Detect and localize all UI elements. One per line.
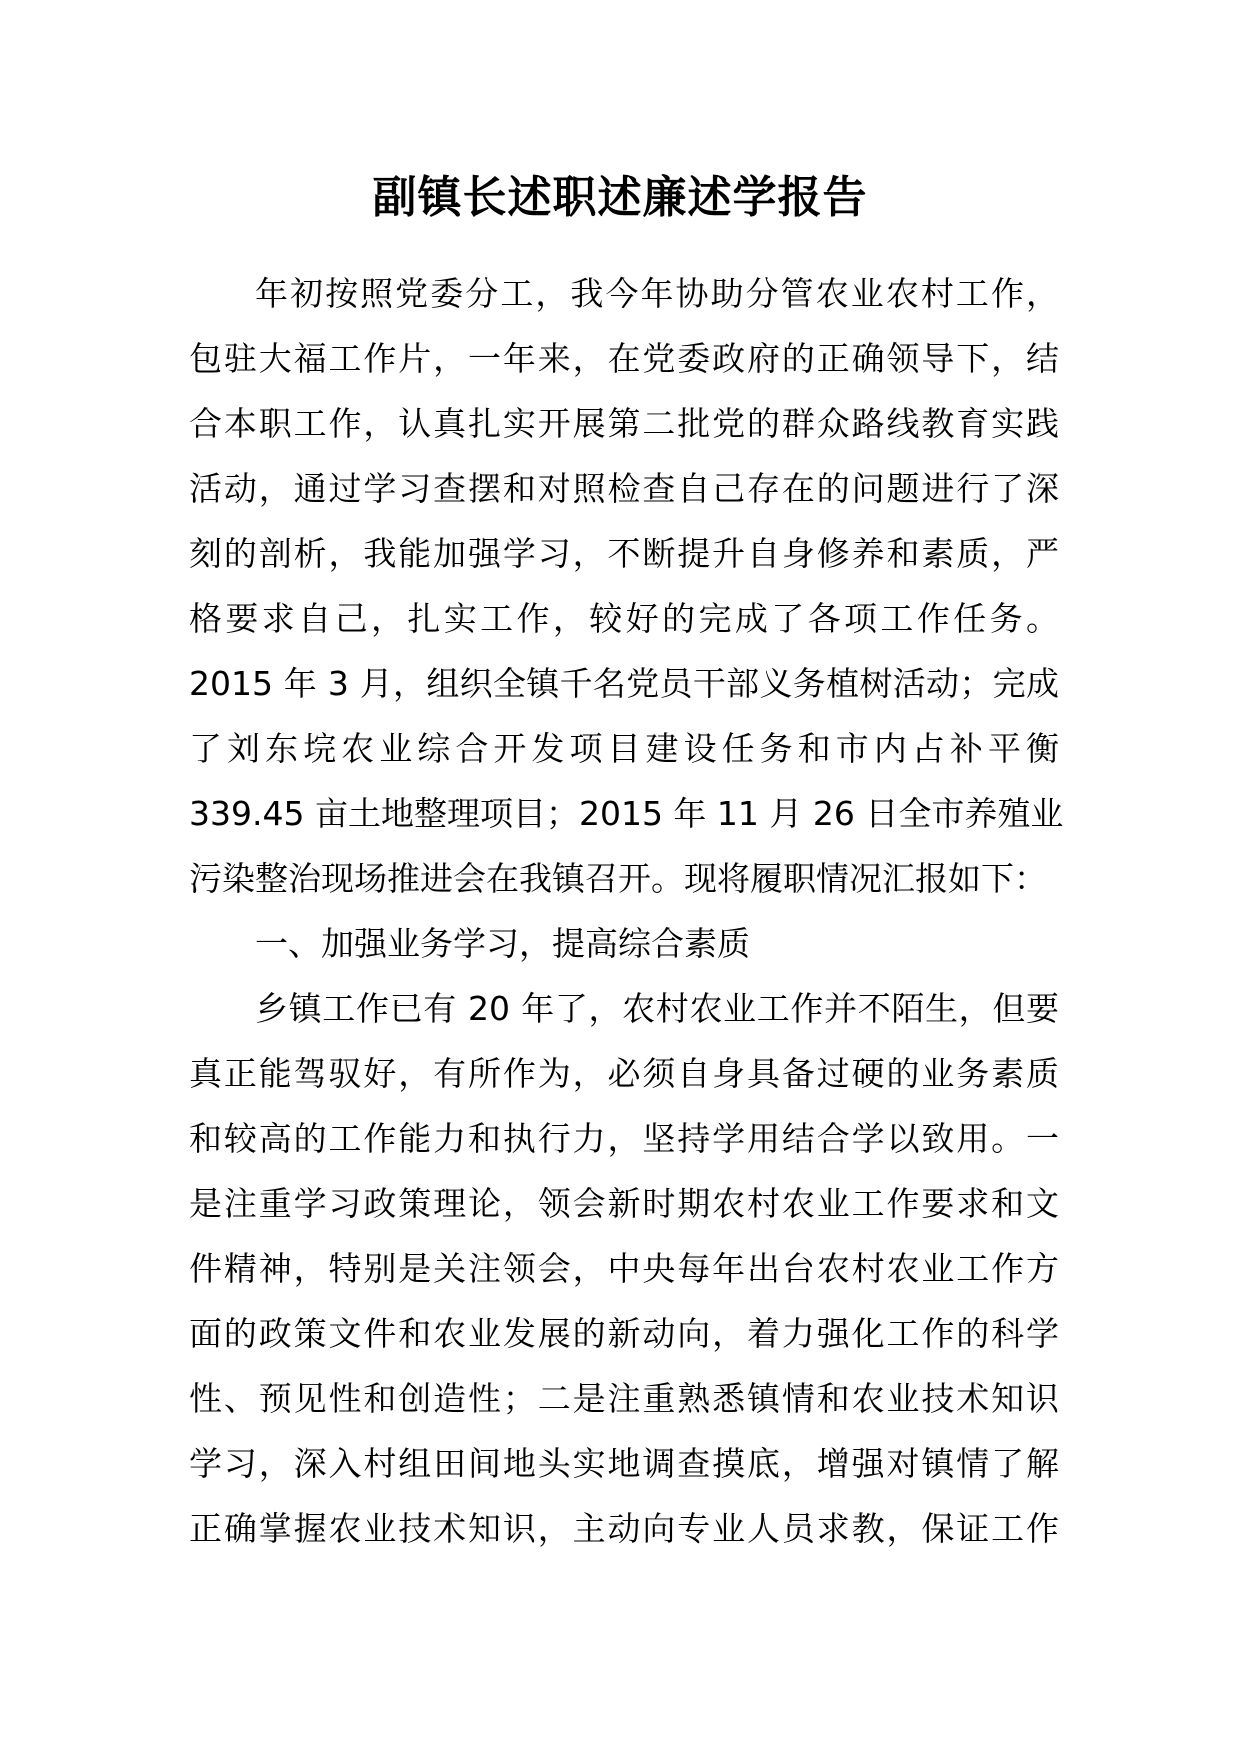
paragraph-1-line-1: 年初按照党委分工，我今年协助分管农业农村工作， (255, 274, 1059, 313)
paragraph-1-line-3: 合本职工作，认真扎实开展第二批党的群众路线教育实践 (189, 404, 1059, 443)
paragraph-1-line-8: 了刘东垸农业综合开发项目建设任务和市内占补平衡 (189, 729, 1059, 768)
paragraph-1-line-2: 包驻大福工作片，一年来，在党委政府的正确领导下，结 (189, 339, 1059, 378)
paragraph-2-line-3: 和较高的工作能力和执行力，坚持学用结合学以致用。一 (189, 1119, 1059, 1158)
paragraph-2-line-8: 学习，深入村组田间地头实地调查摸底，增强对镇情了解 (189, 1444, 1059, 1483)
paragraph-2-line-7: 性、预见性和创造性；二是注重熟悉镇情和农业技术知识 (189, 1379, 1059, 1418)
paragraph-2-line-1: 乡镇工作已有 20 年了，农村农业工作并不陌生，但要 (255, 989, 1059, 1028)
paragraph-2-line-6: 面的政策文件和农业发展的新动向，着力强化工作的科学 (189, 1314, 1059, 1353)
paragraph-1-line-9: 339.45 亩土地整理项目；2015 年 11 月 26 日全市养殖业 (189, 794, 1064, 833)
paragraph-2-line-2: 真正能驾驭好，有所作为，必须自身具备过硬的业务素质 (189, 1054, 1059, 1093)
document-title: 副镇长述职述廉述学报告 (372, 172, 868, 223)
paragraph-1-line-5: 刻的剖析，我能加强学习，不断提升自身修养和素质，严 (189, 534, 1059, 573)
paragraph-2-line-5: 件精神，特别是关注领会，中央每年出台农村农业工作方 (189, 1249, 1059, 1288)
section-heading-1: 一、加强业务学习，提高综合素质 (255, 924, 750, 963)
document-body (189, 261, 1064, 1561)
paragraph-2-line-4: 是注重学习政策理论，领会新时期农村农业工作要求和文 (189, 1184, 1059, 1223)
paragraph-2-line-9: 正确掌握农业技术知识，主动向专业人员求教，保证工作 (189, 1509, 1059, 1548)
paragraph-1-line-7: 2015 年 3 月，组织全镇千名党员干部义务植树活动；完成 (189, 664, 1059, 703)
paragraph-1-line-6: 格要求自己，扎实工作，较好的完成了各项工作任务。 (189, 599, 1059, 638)
paragraph-1-line-10: 污染整治现场推进会在我镇召开。现将履职情况汇报如下： (189, 859, 1047, 898)
paragraph-1-line-4: 活动，通过学习查摆和对照检查自己存在的问题进行了深 (189, 469, 1059, 508)
